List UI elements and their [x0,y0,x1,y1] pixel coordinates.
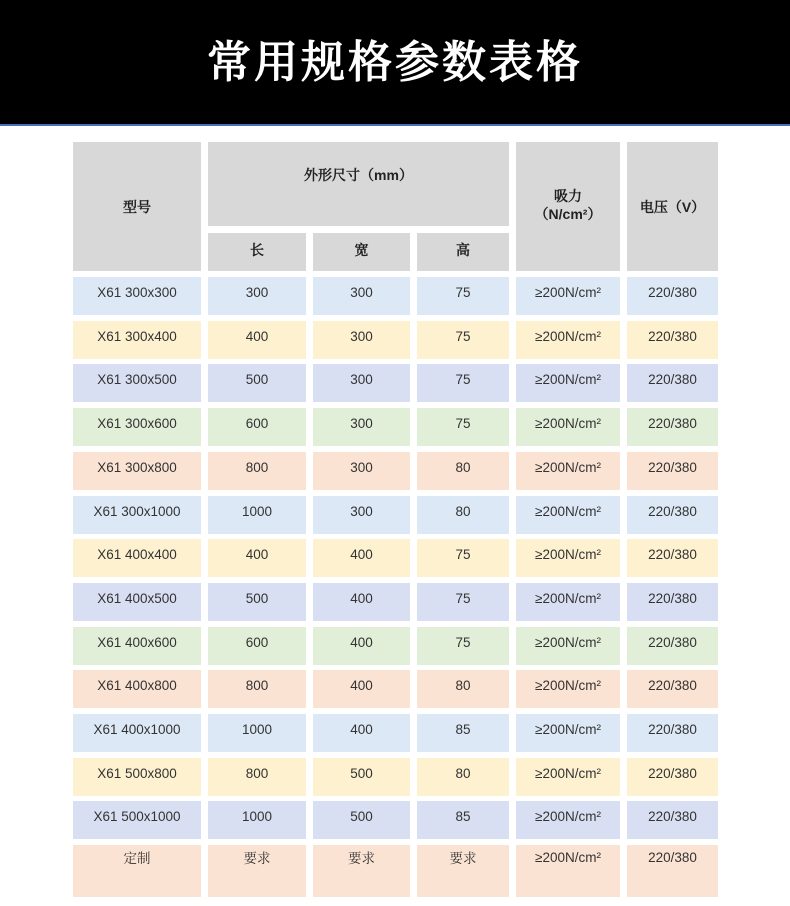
cell-value: 800 [245,459,269,475]
cell-value: ≥200N/cm² [535,371,601,387]
cell-value: ≥200N/cm² [535,284,601,300]
table-cell-suction [516,758,620,796]
cell-value: 220/380 [648,415,697,431]
title-banner [0,0,790,126]
cell-value: 800 [245,677,269,693]
cell-value: 1000 [241,721,273,737]
cell-value: 定制 [123,851,151,866]
cell-value: 75 [455,415,471,431]
table-cell-length [208,539,306,577]
table-cell-height [417,452,509,490]
table-cell-length [208,496,306,534]
table-cell-width [313,583,410,621]
table-cell-height [417,321,509,359]
cell-value: 500 [245,371,269,387]
table-cell-height [417,801,509,839]
table-cell-voltage [627,539,718,577]
cell-value: 75 [455,590,471,606]
cell-value: 80 [455,677,471,693]
cell-value: 400 [350,634,373,650]
cell-value: 220/380 [648,634,697,650]
table-cell-height [417,277,509,315]
table-cell-model [73,539,201,577]
table-cell-width [313,496,410,534]
table-cell-length [208,408,306,446]
cell-value: 80 [455,459,471,475]
cell-value: 300 [350,503,373,519]
cell-value: X61 400x400 [97,546,177,562]
cell-value: 300 [350,371,373,387]
table-cell-suction [516,801,620,839]
cell-value: X61 300x300 [97,284,177,300]
cell-value: 300 [350,415,373,431]
table-cell-length [208,583,306,621]
table-cell-length [208,364,306,402]
cell-value: 75 [455,546,471,562]
cell-value: 300 [350,459,373,475]
cell-value: 400 [350,677,373,693]
header-length: 长 [208,233,306,271]
cell-value: 75 [455,371,471,387]
cell-value: 220/380 [648,721,697,737]
table-cell-model [73,364,201,402]
cell-value: ≥200N/cm² [535,634,601,650]
table-cell-width [313,714,410,752]
cell-value: 220/380 [648,677,697,693]
table-cell-length [208,801,306,839]
cell-value: ≥200N/cm² [535,503,601,519]
cell-value: 600 [245,415,269,431]
cell-value: 220/380 [648,459,697,475]
table-cell-length [208,277,306,315]
table-cell-voltage [627,670,718,708]
cell-value: ≥200N/cm² [535,415,601,431]
table-cell-model [73,845,201,897]
table-cell-width [313,670,410,708]
table-cell-suction [516,277,620,315]
table-cell-voltage [627,496,718,534]
table-cell-suction [516,452,620,490]
cell-value: X61 400x500 [97,590,177,606]
cell-value: 300 [350,328,373,344]
table-cell-model [73,801,201,839]
cell-value: X61 300x600 [97,415,177,431]
cell-value: 220/380 [648,849,697,865]
page-title: 常用规格参数表格 [207,37,583,88]
cell-value: X61 500x1000 [93,808,181,824]
header-width: 宽 [313,233,410,271]
table-cell-voltage [627,364,718,402]
table-cell-model [73,408,201,446]
table-cell-length [208,758,306,796]
table-cell-suction [516,670,620,708]
table-cell-suction [516,845,620,897]
cell-value: ≥200N/cm² [535,808,601,824]
table-cell-height [417,627,509,665]
cell-value: 75 [455,634,471,650]
table-cell-model [73,496,201,534]
cell-value: X61 300x800 [97,459,177,475]
table-cell-height [417,583,509,621]
cell-value: 220/380 [648,590,697,606]
table-cell-voltage [627,627,718,665]
table-cell-model [73,452,201,490]
table-cell-width [313,845,410,897]
cell-value: ≥200N/cm² [535,590,601,606]
cell-value: ≥200N/cm² [535,765,601,781]
table-cell-width [313,539,410,577]
header-suction: 吸力 （N/cm²） [516,142,620,271]
table-cell-voltage [627,321,718,359]
header-voltage: 电压（V） [627,142,718,271]
cell-value: 400 [245,546,269,562]
table-cell-height [417,758,509,796]
cell-value: 220/380 [648,546,697,562]
cell-value: 220/380 [648,371,697,387]
table-cell-length [208,714,306,752]
cell-value: 300 [350,284,373,300]
cell-value: X61 300x400 [97,328,177,344]
table-cell-length [208,670,306,708]
table-cell-width [313,627,410,665]
cell-value: X61 500x800 [97,765,177,781]
cell-value: ≥200N/cm² [535,849,601,865]
table-cell-width [313,364,410,402]
cell-value: 1000 [241,503,273,519]
cell-value: 220/380 [648,284,697,300]
cell-value: 80 [455,503,471,519]
cell-value: ≥200N/cm² [535,459,601,475]
cell-value: ≥200N/cm² [535,721,601,737]
table-cell-model [73,714,201,752]
table-cell-model [73,321,201,359]
table-cell-suction [516,496,620,534]
cell-value: 1000 [241,808,273,824]
cell-value: 75 [455,284,471,300]
table-cell-length [208,452,306,490]
cell-value: 85 [455,721,471,737]
table-cell-width [313,801,410,839]
table-cell-voltage [627,583,718,621]
table-cell-width [313,408,410,446]
table-cell-width [313,452,410,490]
cell-value: 220/380 [648,503,697,519]
header-dimensions: 外形尺寸（mm） [208,142,509,226]
table-cell-suction [516,539,620,577]
cell-value: 要求 [243,851,271,866]
table-cell-voltage [627,758,718,796]
table-cell-length [208,845,306,897]
cell-value: 75 [455,328,471,344]
table-cell-suction [516,583,620,621]
cell-value: 400 [350,546,373,562]
cell-value: 400 [350,590,373,606]
cell-value: 400 [245,328,269,344]
table-cell-voltage [627,714,718,752]
cell-value: 600 [245,634,269,650]
cell-value: 800 [245,765,269,781]
table-cell-height [417,408,509,446]
cell-value: 500 [245,590,269,606]
table-cell-width [313,758,410,796]
table-cell-width [313,321,410,359]
cell-value: 500 [350,808,373,824]
cell-value: X61 300x500 [97,371,177,387]
table-cell-width [313,277,410,315]
cell-value: 220/380 [648,808,697,824]
table-cell-model [73,758,201,796]
table-cell-voltage [627,408,718,446]
table-cell-height [417,714,509,752]
table-cell-height [417,670,509,708]
table-cell-height [417,845,509,897]
table-cell-voltage [627,452,718,490]
table-cell-voltage [627,845,718,897]
cell-value: 500 [350,765,373,781]
table-cell-model [73,627,201,665]
cell-value: 要求 [348,851,375,866]
table-cell-suction [516,408,620,446]
cell-value: 80 [455,765,471,781]
cell-value: 220/380 [648,328,697,344]
table-cell-height [417,539,509,577]
table-cell-suction [516,627,620,665]
cell-value: ≥200N/cm² [535,677,601,693]
cell-value: 要求 [449,851,477,866]
table-cell-suction [516,321,620,359]
table-cell-model [73,583,201,621]
table-cell-suction [516,364,620,402]
cell-value: 300 [245,284,269,300]
cell-value: X61 300x1000 [93,503,181,519]
table-cell-height [417,364,509,402]
table-cell-model [73,670,201,708]
cell-value: X61 400x600 [97,634,177,650]
cell-value: 400 [350,721,373,737]
table-cell-voltage [627,277,718,315]
table-cell-length [208,627,306,665]
table-cell-suction [516,714,620,752]
header-height: 高 [417,233,509,271]
header-model: 型号 [73,142,201,271]
table-cell-model [73,277,201,315]
cell-value: 85 [455,808,471,824]
table-cell-height [417,496,509,534]
cell-value: X61 400x1000 [93,721,181,737]
cell-value: 220/380 [648,765,697,781]
table-cell-length [208,321,306,359]
cell-value: X61 400x800 [97,677,177,693]
cell-value: ≥200N/cm² [535,546,601,562]
table-cell-voltage [627,801,718,839]
cell-value: ≥200N/cm² [535,328,601,344]
